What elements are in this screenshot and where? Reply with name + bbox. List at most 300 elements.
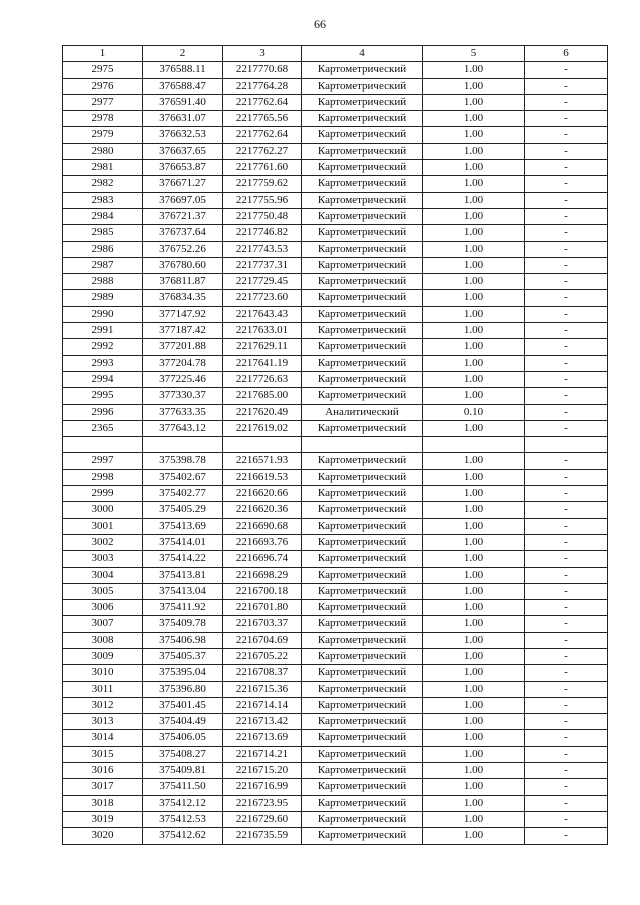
note-cell: - — [525, 486, 608, 502]
note-cell: - — [525, 111, 608, 127]
note-cell: - — [525, 648, 608, 664]
y-coordinate-cell: 2217737.31 — [223, 257, 302, 273]
note-cell: - — [525, 534, 608, 550]
note-cell: - — [525, 143, 608, 159]
method-cell: Картометрический — [302, 192, 423, 208]
x-coordinate-cell: 375409.81 — [143, 763, 223, 779]
point-number-cell: 3007 — [63, 616, 143, 632]
coordinates-table — [62, 45, 608, 845]
table-row — [63, 665, 608, 681]
accuracy-cell: 1.00 — [423, 453, 525, 469]
accuracy-cell: 1.00 — [423, 323, 525, 339]
point-number-cell: 3009 — [63, 648, 143, 664]
method-cell — [302, 437, 423, 453]
x-coordinate-cell: 376834.35 — [143, 290, 223, 306]
accuracy-cell: 1.00 — [423, 616, 525, 632]
accuracy-cell: 1.00 — [423, 665, 525, 681]
x-coordinate-cell: 375406.98 — [143, 632, 223, 648]
y-coordinate-cell: 2217755.96 — [223, 192, 302, 208]
note-cell: - — [525, 274, 608, 290]
accuracy-cell: 1.00 — [423, 127, 525, 143]
note-cell: - — [525, 176, 608, 192]
y-coordinate-cell: 2217641.19 — [223, 355, 302, 371]
point-number-cell: 2982 — [63, 176, 143, 192]
y-coordinate-cell: 2216620.66 — [223, 486, 302, 502]
y-coordinate-cell: 2217723.60 — [223, 290, 302, 306]
point-number-cell: 2981 — [63, 160, 143, 176]
method-cell: Картометрический — [302, 355, 423, 371]
method-cell: Картометрический — [302, 616, 423, 632]
method-cell: Картометрический — [302, 551, 423, 567]
method-cell: Картометрический — [302, 648, 423, 664]
x-coordinate-cell: 375408.27 — [143, 746, 223, 762]
column-header: 4 — [302, 46, 423, 62]
method-cell: Картометрический — [302, 371, 423, 387]
point-number-cell: 2995 — [63, 388, 143, 404]
table-row — [63, 323, 608, 339]
accuracy-cell: 1.00 — [423, 567, 525, 583]
table-row — [63, 811, 608, 827]
point-number-cell: 2997 — [63, 453, 143, 469]
x-coordinate-cell: 375412.53 — [143, 811, 223, 827]
y-coordinate-cell: 2217761.60 — [223, 160, 302, 176]
x-coordinate-cell: 376671.27 — [143, 176, 223, 192]
note-cell: - — [525, 502, 608, 518]
accuracy-cell: 1.00 — [423, 828, 525, 844]
y-coordinate-cell: 2217750.48 — [223, 208, 302, 224]
note-cell: - — [525, 208, 608, 224]
method-cell: Картометрический — [302, 323, 423, 339]
table-row — [63, 160, 608, 176]
method-cell: Картометрический — [302, 746, 423, 762]
x-coordinate-cell: 375412.62 — [143, 828, 223, 844]
y-coordinate-cell: 2216716.99 — [223, 779, 302, 795]
table-row — [63, 94, 608, 110]
accuracy-cell: 1.00 — [423, 600, 525, 616]
note-cell: - — [525, 779, 608, 795]
page-number: 66 — [314, 17, 326, 31]
x-coordinate-cell: 376637.65 — [143, 143, 223, 159]
x-coordinate-cell: 375402.67 — [143, 469, 223, 485]
point-number-cell: 2976 — [63, 78, 143, 94]
point-number-cell: 2984 — [63, 208, 143, 224]
accuracy-cell: 1.00 — [423, 241, 525, 257]
x-coordinate-cell: 375398.78 — [143, 453, 223, 469]
point-number-cell: 3018 — [63, 795, 143, 811]
y-coordinate-cell: 2217629.11 — [223, 339, 302, 355]
table-row — [63, 404, 608, 420]
method-cell: Картометрический — [302, 632, 423, 648]
x-coordinate-cell: 375405.29 — [143, 502, 223, 518]
y-coordinate-cell: 2216714.21 — [223, 746, 302, 762]
point-number-cell: 2992 — [63, 339, 143, 355]
point-number-cell: 3008 — [63, 632, 143, 648]
point-number-cell: 2998 — [63, 469, 143, 485]
table-row — [63, 795, 608, 811]
y-coordinate-cell: 2216690.68 — [223, 518, 302, 534]
note-cell: - — [525, 665, 608, 681]
accuracy-cell: 1.00 — [423, 502, 525, 518]
accuracy-cell: 1.00 — [423, 648, 525, 664]
point-number-cell: 3011 — [63, 681, 143, 697]
accuracy-cell: 1.00 — [423, 94, 525, 110]
point-number-cell: 2994 — [63, 371, 143, 387]
point-number-cell: 2991 — [63, 323, 143, 339]
method-cell: Картометрический — [302, 518, 423, 534]
point-number-cell: 2985 — [63, 225, 143, 241]
table-row — [63, 502, 608, 518]
accuracy-cell: 1.00 — [423, 62, 525, 78]
table-row — [63, 632, 608, 648]
method-cell: Картометрический — [302, 290, 423, 306]
table-row — [63, 192, 608, 208]
note-cell: - — [525, 241, 608, 257]
note-cell: - — [525, 290, 608, 306]
accuracy-cell: 1.00 — [423, 486, 525, 502]
method-cell: Картометрический — [302, 583, 423, 599]
point-number-cell: 2987 — [63, 257, 143, 273]
accuracy-cell: 1.00 — [423, 632, 525, 648]
method-cell: Картометрический — [302, 388, 423, 404]
point-number-cell — [63, 437, 143, 453]
accuracy-cell: 0.10 — [423, 404, 525, 420]
table-row — [63, 600, 608, 616]
method-cell: Картометрический — [302, 567, 423, 583]
x-coordinate-cell: 376752.26 — [143, 241, 223, 257]
y-coordinate-cell: 2216700.18 — [223, 583, 302, 599]
point-number-cell: 2988 — [63, 274, 143, 290]
table-row — [63, 681, 608, 697]
table-row — [63, 306, 608, 322]
y-coordinate-cell: 2216735.59 — [223, 828, 302, 844]
note-cell: - — [525, 746, 608, 762]
note-cell: - — [525, 323, 608, 339]
note-cell: - — [525, 567, 608, 583]
y-coordinate-cell: 2217765.56 — [223, 111, 302, 127]
note-cell: - — [525, 94, 608, 110]
note-cell: - — [525, 583, 608, 599]
point-number-cell: 3015 — [63, 746, 143, 762]
note-cell: - — [525, 127, 608, 143]
y-coordinate-cell: 2216715.20 — [223, 763, 302, 779]
table-row — [63, 257, 608, 273]
method-cell: Картометрический — [302, 111, 423, 127]
method-cell: Картометрический — [302, 763, 423, 779]
note-cell — [525, 437, 608, 453]
table-row — [63, 208, 608, 224]
method-cell: Картометрический — [302, 714, 423, 730]
method-cell: Картометрический — [302, 502, 423, 518]
accuracy-cell: 1.00 — [423, 143, 525, 159]
column-header: 6 — [525, 46, 608, 62]
method-cell: Картометрический — [302, 62, 423, 78]
x-coordinate-cell: 377225.46 — [143, 371, 223, 387]
point-number-cell: 3003 — [63, 551, 143, 567]
y-coordinate-cell: 2216703.37 — [223, 616, 302, 632]
accuracy-cell: 1.00 — [423, 78, 525, 94]
y-coordinate-cell: 2216713.69 — [223, 730, 302, 746]
point-number-cell: 3019 — [63, 811, 143, 827]
x-coordinate-cell: 376721.37 — [143, 208, 223, 224]
column-header: 5 — [423, 46, 525, 62]
table-row — [63, 828, 608, 844]
y-coordinate-cell: 2216714.14 — [223, 697, 302, 713]
y-coordinate-cell: 2216713.42 — [223, 714, 302, 730]
x-coordinate-cell: 377187.42 — [143, 323, 223, 339]
x-coordinate-cell: 375406.05 — [143, 730, 223, 746]
table-body — [63, 62, 608, 844]
accuracy-cell: 1.00 — [423, 534, 525, 550]
accuracy-cell: 1.00 — [423, 225, 525, 241]
x-coordinate-cell: 376588.11 — [143, 62, 223, 78]
accuracy-cell: 1.00 — [423, 306, 525, 322]
column-header: 1 — [63, 46, 143, 62]
x-coordinate-cell: 376811.87 — [143, 274, 223, 290]
note-cell: - — [525, 763, 608, 779]
x-coordinate-cell: 375411.50 — [143, 779, 223, 795]
accuracy-cell: 1.00 — [423, 714, 525, 730]
table-row — [63, 437, 608, 453]
x-coordinate-cell: 375411.92 — [143, 600, 223, 616]
table-row — [63, 730, 608, 746]
note-cell: - — [525, 453, 608, 469]
x-coordinate-cell: 375396.80 — [143, 681, 223, 697]
method-cell: Картометрический — [302, 779, 423, 795]
table-row — [63, 551, 608, 567]
method-cell: Картометрический — [302, 730, 423, 746]
x-coordinate-cell: 375413.69 — [143, 518, 223, 534]
y-coordinate-cell: 2217762.64 — [223, 94, 302, 110]
point-number-cell: 3006 — [63, 600, 143, 616]
column-header: 2 — [143, 46, 223, 62]
method-cell: Картометрический — [302, 453, 423, 469]
y-coordinate-cell: 2217619.02 — [223, 420, 302, 436]
table-row — [63, 518, 608, 534]
table-row — [63, 339, 608, 355]
y-coordinate-cell: 2217759.62 — [223, 176, 302, 192]
y-coordinate-cell: 2216619.53 — [223, 469, 302, 485]
x-coordinate-cell: 375413.81 — [143, 567, 223, 583]
point-number-cell: 3017 — [63, 779, 143, 795]
point-number-cell: 2990 — [63, 306, 143, 322]
y-coordinate-cell: 2216715.36 — [223, 681, 302, 697]
note-cell: - — [525, 78, 608, 94]
table-row — [63, 583, 608, 599]
table-row — [63, 779, 608, 795]
note-cell: - — [525, 192, 608, 208]
method-cell: Картометрический — [302, 94, 423, 110]
note-cell: - — [525, 388, 608, 404]
point-number-cell: 3013 — [63, 714, 143, 730]
note-cell: - — [525, 225, 608, 241]
y-coordinate-cell: 2217620.49 — [223, 404, 302, 420]
method-cell: Картометрический — [302, 697, 423, 713]
table-row — [63, 420, 608, 436]
point-number-cell: 3001 — [63, 518, 143, 534]
note-cell: - — [525, 551, 608, 567]
x-coordinate-cell: 375401.45 — [143, 697, 223, 713]
accuracy-cell: 1.00 — [423, 583, 525, 599]
method-cell: Картометрический — [302, 469, 423, 485]
accuracy-cell: 1.00 — [423, 274, 525, 290]
x-coordinate-cell: 375402.77 — [143, 486, 223, 502]
method-cell: Картометрический — [302, 127, 423, 143]
table-row — [63, 241, 608, 257]
point-number-cell: 3010 — [63, 665, 143, 681]
method-cell: Картометрический — [302, 811, 423, 827]
note-cell: - — [525, 828, 608, 844]
table-row — [63, 746, 608, 762]
note-cell: - — [525, 420, 608, 436]
y-coordinate-cell: 2217746.82 — [223, 225, 302, 241]
y-coordinate-cell: 2217762.64 — [223, 127, 302, 143]
method-cell: Картометрический — [302, 274, 423, 290]
x-coordinate-cell: 376631.07 — [143, 111, 223, 127]
table-row — [63, 127, 608, 143]
x-coordinate-cell: 375395.04 — [143, 665, 223, 681]
table-row — [63, 469, 608, 485]
x-coordinate-cell: 376588.47 — [143, 78, 223, 94]
x-coordinate-cell: 375404.49 — [143, 714, 223, 730]
x-coordinate-cell: 376697.05 — [143, 192, 223, 208]
x-coordinate-cell: 376591.40 — [143, 94, 223, 110]
point-number-cell: 2977 — [63, 94, 143, 110]
method-cell: Картометрический — [302, 143, 423, 159]
table-row — [63, 534, 608, 550]
method-cell: Картометрический — [302, 176, 423, 192]
point-number-cell: 3000 — [63, 502, 143, 518]
point-number-cell: 3002 — [63, 534, 143, 550]
note-cell: - — [525, 681, 608, 697]
x-coordinate-cell: 376653.87 — [143, 160, 223, 176]
note-cell: - — [525, 632, 608, 648]
y-coordinate-cell: 2217685.00 — [223, 388, 302, 404]
method-cell: Картометрический — [302, 241, 423, 257]
accuracy-cell: 1.00 — [423, 746, 525, 762]
x-coordinate-cell: 376632.53 — [143, 127, 223, 143]
method-cell: Аналитический — [302, 404, 423, 420]
y-coordinate-cell: 2217770.68 — [223, 62, 302, 78]
note-cell: - — [525, 697, 608, 713]
table-row — [63, 486, 608, 502]
x-coordinate-cell: 377147.92 — [143, 306, 223, 322]
table-row — [63, 453, 608, 469]
accuracy-cell: 1.00 — [423, 681, 525, 697]
accuracy-cell: 1.00 — [423, 388, 525, 404]
accuracy-cell: 1.00 — [423, 111, 525, 127]
accuracy-cell: 1.00 — [423, 551, 525, 567]
accuracy-cell: 1.00 — [423, 697, 525, 713]
column-header: 3 — [223, 46, 302, 62]
table-row — [63, 290, 608, 306]
y-coordinate-cell: 2217643.43 — [223, 306, 302, 322]
x-coordinate-cell: 375414.01 — [143, 534, 223, 550]
point-number-cell: 2993 — [63, 355, 143, 371]
x-coordinate-cell: 377633.35 — [143, 404, 223, 420]
note-cell: - — [525, 811, 608, 827]
accuracy-cell: 1.00 — [423, 176, 525, 192]
accuracy-cell: 1.00 — [423, 290, 525, 306]
accuracy-cell: 1.00 — [423, 795, 525, 811]
point-number-cell: 2996 — [63, 404, 143, 420]
table-row — [63, 176, 608, 192]
method-cell: Картометрический — [302, 681, 423, 697]
y-coordinate-cell: 2217633.01 — [223, 323, 302, 339]
accuracy-cell: 1.00 — [423, 811, 525, 827]
method-cell: Картометрический — [302, 795, 423, 811]
point-number-cell: 3014 — [63, 730, 143, 746]
table-row — [63, 111, 608, 127]
accuracy-cell: 1.00 — [423, 420, 525, 436]
accuracy-cell: 1.00 — [423, 730, 525, 746]
table-row — [63, 388, 608, 404]
method-cell: Картометрический — [302, 208, 423, 224]
accuracy-cell: 1.00 — [423, 469, 525, 485]
point-number-cell: 2986 — [63, 241, 143, 257]
y-coordinate-cell: 2217729.45 — [223, 274, 302, 290]
note-cell: - — [525, 730, 608, 746]
accuracy-cell: 1.00 — [423, 763, 525, 779]
y-coordinate-cell: 2216696.74 — [223, 551, 302, 567]
method-cell: Картометрический — [302, 306, 423, 322]
accuracy-cell: 1.00 — [423, 192, 525, 208]
x-coordinate-cell: 375414.22 — [143, 551, 223, 567]
note-cell: - — [525, 600, 608, 616]
accuracy-cell: 1.00 — [423, 779, 525, 795]
point-number-cell: 3020 — [63, 828, 143, 844]
x-coordinate-cell: 377201.88 — [143, 339, 223, 355]
method-cell: Картометрический — [302, 665, 423, 681]
note-cell: - — [525, 355, 608, 371]
y-coordinate-cell: 2216729.60 — [223, 811, 302, 827]
point-number-cell: 3005 — [63, 583, 143, 599]
y-coordinate-cell: 2217764.28 — [223, 78, 302, 94]
note-cell: - — [525, 518, 608, 534]
note-cell: - — [525, 257, 608, 273]
method-cell: Картометрический — [302, 534, 423, 550]
y-coordinate-cell: 2216705.22 — [223, 648, 302, 664]
x-coordinate-cell: 375412.12 — [143, 795, 223, 811]
y-coordinate-cell: 2216620.36 — [223, 502, 302, 518]
x-coordinate-cell: 375405.37 — [143, 648, 223, 664]
note-cell: - — [525, 404, 608, 420]
table-row — [63, 355, 608, 371]
point-number-cell: 2979 — [63, 127, 143, 143]
note-cell: - — [525, 160, 608, 176]
note-cell: - — [525, 616, 608, 632]
y-coordinate-cell: 2216704.69 — [223, 632, 302, 648]
accuracy-cell: 1.00 — [423, 355, 525, 371]
note-cell: - — [525, 469, 608, 485]
note-cell: - — [525, 306, 608, 322]
point-number-cell: 2983 — [63, 192, 143, 208]
table-row — [63, 143, 608, 159]
accuracy-cell: 1.00 — [423, 160, 525, 176]
method-cell: Картометрический — [302, 600, 423, 616]
table-header-row — [63, 46, 608, 62]
accuracy-cell: 1.00 — [423, 257, 525, 273]
method-cell: Картометрический — [302, 828, 423, 844]
point-number-cell: 2980 — [63, 143, 143, 159]
y-coordinate-cell: 2217762.27 — [223, 143, 302, 159]
note-cell: - — [525, 62, 608, 78]
accuracy-cell: 1.00 — [423, 208, 525, 224]
table-row — [63, 371, 608, 387]
y-coordinate-cell — [223, 437, 302, 453]
note-cell: - — [525, 339, 608, 355]
point-number-cell: 2989 — [63, 290, 143, 306]
point-number-cell: 3016 — [63, 763, 143, 779]
